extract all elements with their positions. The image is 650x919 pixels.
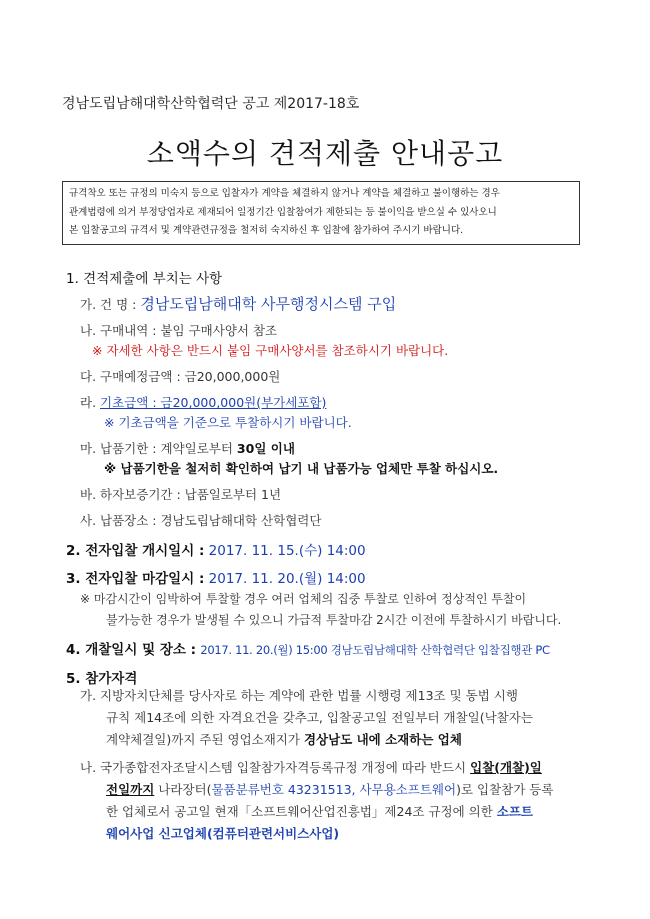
item-f: 바. 하자보증기간 : 납품일로부터 1년 xyxy=(80,487,282,502)
notice-number: 경남도립남해대학산학협력단 공고 제2017-18호 xyxy=(62,96,360,112)
item-e-note: ※ 납품기한을 철저히 확인하여 납기 내 납품가능 업체만 투찰 하십시오. xyxy=(104,461,499,476)
item-5b-text-3: 한 업체로서 공고일 현재「소프트웨어산업진흥법」제24조 규정에 의한 xyxy=(106,804,497,819)
item-5b-line-1 xyxy=(80,757,542,779)
item-c: 다. 구매예정금액 : 금20,000,000원 xyxy=(80,369,281,384)
section-2-value: 2017. 11. 15.(수) 14:00 xyxy=(208,543,366,559)
section-2-row xyxy=(66,539,366,559)
item-a-value: 경남도립남해대학 사무행정시스템 구입 xyxy=(140,295,397,313)
item-d-row xyxy=(80,393,326,411)
item-5b-line-3 xyxy=(106,801,533,823)
item-5b-underline-2: 전일까지 xyxy=(106,782,155,797)
item-a-row xyxy=(80,293,396,314)
warning-line: 본 입찰공고의 규격서 및 계약관련규정을 철저히 숙지하신 후 입찰에 참가하여 주시기 바랍니다. xyxy=(69,225,464,236)
item-5b-business-type: 웨어사업 신고업체(컴퓨터관련서비스사업) xyxy=(106,826,340,841)
page-title: 소액수의 견적제출 안내공고 xyxy=(146,137,504,170)
section-3-note-1: ※ 마감시간이 임박하여 투찰할 경우 여러 업체의 집중 투찰로 인하여 정상적인 투찰이 xyxy=(80,592,527,606)
item-5b-line-4 xyxy=(106,823,339,845)
section-4-value: 2017. 11. 20.(월) 15:00 경남도립남해대학 산학협력단 입찰집행관 PC xyxy=(200,643,550,657)
item-5b-software: 소프트 xyxy=(496,804,534,819)
item-5a-text: 계약체결일)까지 주된 영업소재지가 xyxy=(106,732,304,747)
section-4-row xyxy=(66,638,550,658)
warning-line: 규격착오 또는 규정의 미숙지 등으로 입찰자가 계약을 체결하지 않거나 계약을 체결하고 불이행하는 경우 xyxy=(69,188,500,199)
item-5a-line-3 xyxy=(106,729,462,751)
item-e-row xyxy=(80,439,295,457)
item-5a-line-2: 규칙 제14조에 의한 자격요건을 갖추고, 입찰공고일 전일부터 개찰일(낙찰자는 xyxy=(106,710,533,725)
section-2-label: 2. 전자입찰 개시일시 : xyxy=(66,543,205,559)
item-b: 나. 구매내역 : 붙임 구매사양서 참조 xyxy=(80,323,278,338)
item-5a-bold: 경상남도 내에 소재하는 업체 xyxy=(303,732,462,747)
warning-line: 관계법령에 의거 부정당업자로 제재되어 일정기간 입찰참여가 제한되는 등 불이익을 받으실 수 있사오니 xyxy=(69,206,497,218)
section-4-label: 4. 개찰일시 및 장소 : xyxy=(66,642,197,658)
item-5b-text: 나. 국가종합전자조달시스템 입찰참가자격등록규정 개정에 따라 반드시 xyxy=(80,760,471,775)
section-3-note-2: 불가능한 경우가 발생될 수 있으니 가급적 투찰마감 2시간 이전에 투찰하시기 바랍니다. xyxy=(106,613,562,627)
section-3-label: 3. 전자입찰 마감일시 : xyxy=(66,571,205,587)
item-d-label: 라. xyxy=(80,395,97,410)
section-3-value: 2017. 11. 20.(월) 14:00 xyxy=(208,571,366,587)
item-d-value: 기초금액 : 금20,000,000원(부가세포함) xyxy=(100,395,327,410)
item-5b-underline: 입찰(개찰)일 xyxy=(470,760,542,775)
warning-box xyxy=(62,181,580,245)
item-d-note: ※ 기초금액을 기준으로 투찰하시기 바랍니다. xyxy=(104,415,352,430)
item-g: 사. 납품장소 : 경남도립남해대학 산학협력단 xyxy=(80,513,322,528)
item-5b-line-2 xyxy=(106,779,553,801)
section-5-heading: 5. 참가자격 xyxy=(66,671,138,687)
item-5a-line-1: 가. 지방자치단체를 당사자로 하는 계약에 관한 법률 시행령 제13조 및 동법 시행 xyxy=(80,688,518,703)
item-5b-post: )로 입찰참가 등록 xyxy=(456,782,554,797)
item-5b-mid: 나라장터( xyxy=(154,782,212,797)
item-e-label: 마. 납품기한 : 계약일로부터 xyxy=(80,441,233,456)
item-b-note: ※ 자세한 사항은 반드시 붙임 구매사양서를 참조하시기 바랍니다. xyxy=(92,343,449,358)
item-e-value: 30일 이내 xyxy=(236,441,295,456)
item-5b-category: 물품분류번호 43231513, 사무용소프트웨어 xyxy=(211,782,457,797)
item-a-label: 가. 건 명 : xyxy=(80,297,137,312)
section-3-row xyxy=(66,567,366,587)
section-1-heading: 1. 견적제출에 부치는 사항 xyxy=(66,271,223,287)
